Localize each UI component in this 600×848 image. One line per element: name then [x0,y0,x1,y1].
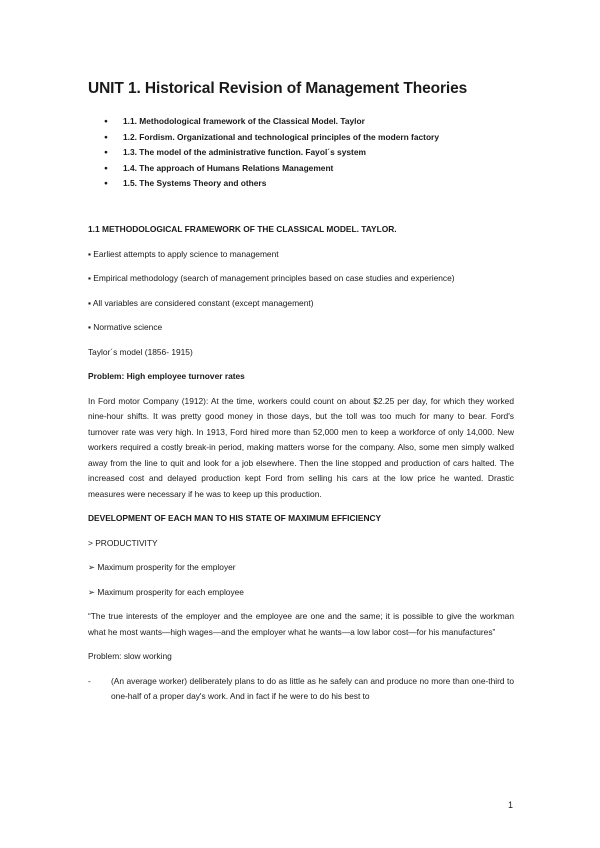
arrow-item: ➢ Maximum prosperity for each employee [88,586,244,597]
bullet-point: ▪ Normative science [88,322,163,332]
bullet-point: ▪ Empirical methodology (search of management principles based on case studies and experience) [88,273,455,283]
ford-paragraph: In Ford motor Company (1912): At the time, workers could count on about $2.25 per day, for which they worked nine-hour shifts. It was pretty good money in those days, but the toll was too much for many to bear. Ford's turnover rate was very high. In 1913, Ford hired more than 52,000 men to keep a workforce of only 14,000. New workers required a costly break-in period, making matters worse for the company. Also, some men simply walked away from the line to quit and look for a job elsewhere. Then the line stopped and production of cars halted. The increased cost and delayed production kept Ford from selling his cars at the low price he wanted. Drastic measures were necessary if he was to keep up this production. [88,395,514,499]
page-content [88,80,514,705]
taylor-model-label: Taylor´s model (1856- 1915) [88,346,193,357]
dash-item-text: (An average worker) deliberately plans to do as little as he safely can and produce no more than one-third to one-half of a proper day's work. And in fact if he were to do his best to [111,675,514,701]
toc-item: ● 1.2. Fordism. Organizational and technological principles of the modern factory [104,130,514,146]
bullet-point: ▪ All variables are considered constant (except management) [88,297,314,308]
productivity-label: > PRODUCTIVITY [88,537,158,548]
section-heading: 1.1 METHODOLOGICAL FRAMEWORK OF THE CLASSICAL MODEL. TAYLOR. [88,223,397,234]
bullet-point: ▪ Earliest attempts to apply science to management [88,248,279,259]
unit-title: UNIT 1. Historical Revision of Management Theories [88,80,468,97]
toc-item: ● 1.1. Methodological framework of the Classical Model. Taylor [104,114,514,130]
table-of-contents [88,114,514,192]
development-heading: DEVELOPMENT OF EACH MAN TO HIS STATE OF MAXIMUM EFFICIENCY [88,513,382,523]
toc-item: ● 1.4. The approach of Humans Relations Management [104,161,514,177]
dash-list-item [88,674,514,705]
page-number: 1 [508,800,514,810]
quote-paragraph: “The true interests of the employer and the employee are one and the same; it is possible to give the workman what he most wants—high wages—and the employer what he wants—a low labor cost—for his manufactures” [88,611,514,637]
slow-working-problem: Problem: slow working [88,651,172,661]
dash-marker: - [88,675,91,686]
toc-item: ● 1.5. The Systems Theory and others [104,176,514,192]
problem-heading: Problem: High employee turnover rates [88,371,245,381]
arrow-item: ➢ Maximum prosperity for the employer [88,562,236,572]
toc-item: ● 1.3. The model of the administrative function. Fayol´s system [104,145,514,161]
